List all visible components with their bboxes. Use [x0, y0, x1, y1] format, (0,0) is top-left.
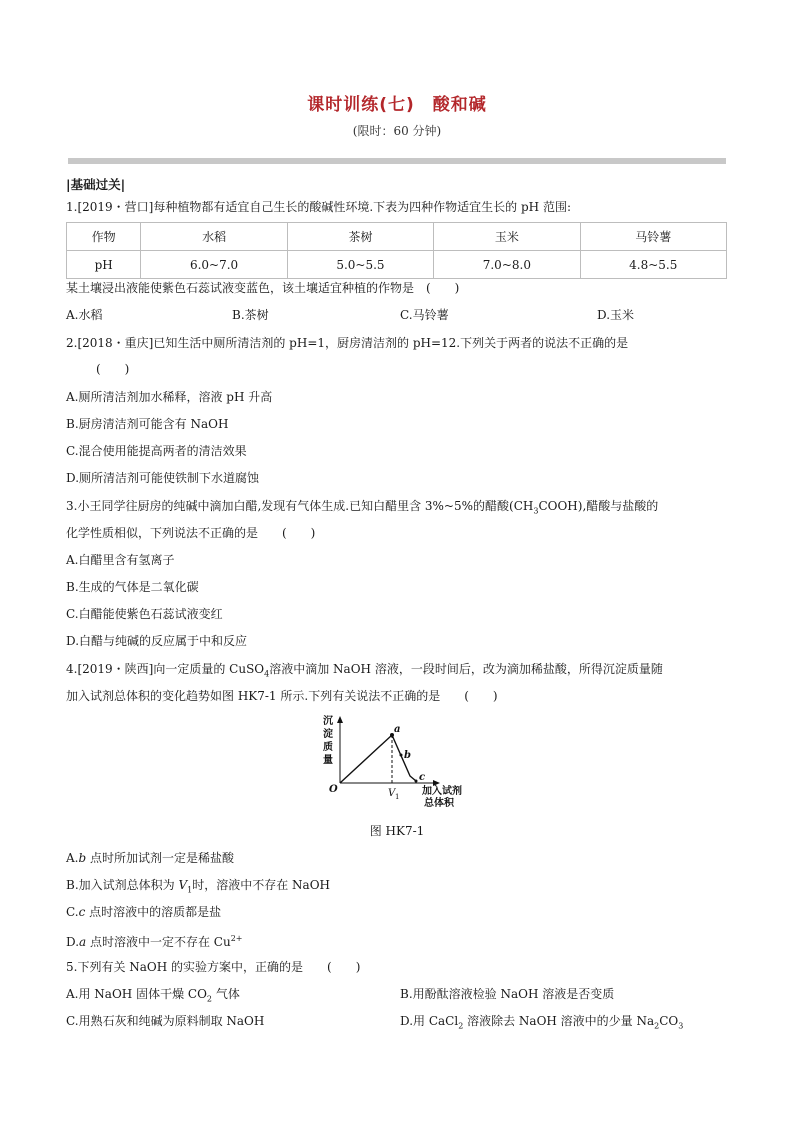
origin-label: O — [329, 784, 338, 795]
page-title: 课时训练(七) 酸和碱 — [307, 95, 487, 115]
q4-a-post: 点时所加试剂一定是稀盐酸 — [86, 851, 234, 865]
q1-option-d: D.玉米 — [597, 308, 635, 322]
x-label-1: 加入试剂 — [422, 786, 462, 797]
q4-a-it: b — [78, 851, 87, 865]
q5-d-pre: D.用 CaCl — [400, 1014, 459, 1028]
q5-d-sub1: 2 — [458, 1021, 464, 1031]
q4-d-pre: D. — [66, 935, 80, 949]
q3-stem — [66, 498, 658, 519]
q2-option-c: C.混合使用能提高两者的清洁效果 — [66, 444, 247, 458]
point-b-marker — [400, 754, 403, 757]
q2-stem: 2.[2018・重庆]已知生活中厕所清洁剂的 pH=1，厨房清洁剂的 pH=12.下列关于两者的说法不正确的是 — [66, 336, 629, 350]
q3-option-a: A.白醋里含有氢离子 — [66, 553, 175, 567]
y-label-4: 量 — [323, 755, 333, 766]
q2-option-b: B.厨房清洁剂可能含有 NaOH — [66, 417, 229, 431]
table-header-cell: 玉米 — [434, 223, 580, 251]
q5-d-mid: 溶液除去 NaOH 溶液中的少量 Na — [463, 1014, 655, 1028]
q4-stem-b: 溶液中滴加 NaOH 溶液，一段时间后，改为滴加稀盐酸，所得沉淀质量随 — [269, 662, 663, 676]
q4-stem-a: 4.[2019・陕西]向一定质量的 CuSO — [66, 662, 265, 676]
q3-option-d: D.白醋与纯碱的反应属于中和反应 — [66, 634, 248, 648]
q4-option-a — [66, 850, 234, 866]
table-cell: 6.0~7.0 — [141, 251, 287, 279]
q1-after: 某土壤浸出液能使紫色石蕊试液变蓝色，该土壤适宜种植的作物是 ( ) — [66, 281, 460, 295]
q4-stem-line2: 加入试剂总体积的变化趋势如图 HK7-1 所示.下列有关说法不正确的是 ( ) — [66, 689, 498, 703]
figure-caption: 图 HK7-1 — [369, 824, 425, 838]
v1-sub-label: 1 — [395, 793, 400, 801]
q4-d-it: a — [79, 935, 87, 949]
table-header-cell: 马铃薯 — [580, 223, 726, 251]
q5-stem: 5.下列有关 NaOH 的实验方案中，正确的是 ( ) — [66, 960, 361, 974]
q4-stem — [66, 661, 663, 682]
q4-stem-sub: 4 — [264, 669, 270, 679]
q2-option-a: A.厕所清洁剂加水稀释，溶液 pH 升高 — [66, 390, 273, 404]
q4-d-post: 点时溶液中一定不存在 Cu — [86, 935, 231, 949]
table-row — [67, 251, 727, 279]
y-label-2: 淀 — [323, 729, 333, 740]
q5-a-pre: A.用 NaOH 固体干燥 CO — [66, 987, 207, 1001]
q4-a-pre: A. — [66, 851, 79, 865]
table-cell: 7.0~8.0 — [434, 251, 580, 279]
q2-option-d: D.厕所清洁剂可能使铁制下水道腐蚀 — [66, 471, 260, 485]
q5-option-c: C.用熟石灰和纯碱为原料制取 NaOH — [66, 1014, 265, 1028]
q4-option-d — [66, 931, 243, 950]
q4-c-post: 点时溶液中的溶质都是盐 — [85, 905, 222, 919]
table-cell: 4.8~5.5 — [580, 251, 726, 279]
q3-stem-a: 3.小王同学往厨房的纯碱中滴加白醋,发现有气体生成.已知白醋里含 3%~5%的醋酸(CH — [66, 499, 534, 513]
q5-option-b: B.用酚酞溶液检验 NaOH 溶液是否变质 — [400, 987, 615, 1001]
q5-d-sub2: 2 — [654, 1021, 660, 1031]
q4-d-sup: 2+ — [230, 934, 243, 943]
y-label-1: 沉 — [323, 716, 333, 727]
q5-option-a — [66, 986, 240, 1007]
y-axis-arrow — [337, 716, 343, 723]
time-limit: (限时：60 分钟) — [352, 124, 442, 138]
q5-d-sub3: 3 — [678, 1021, 684, 1031]
q5-a-post: 气体 — [212, 987, 240, 1001]
point-a-label: a — [394, 724, 401, 735]
q4-c-it: c — [78, 905, 86, 919]
table-header-cell: 水稻 — [141, 223, 287, 251]
table-row — [67, 223, 727, 251]
point-c-label: c — [419, 772, 426, 783]
q3-stem-line2: 化学性质相似，下列说法不正确的是 ( ) — [66, 526, 316, 540]
q5-option-d — [400, 1013, 683, 1034]
q1-option-a: A.水稻 — [66, 308, 103, 322]
q4-c-pre: C. — [66, 905, 79, 919]
q1-option-c: C.马铃薯 — [400, 308, 449, 322]
precipitate-chart — [318, 712, 478, 812]
table-cell: 5.0~5.5 — [287, 251, 433, 279]
table-header-cell: 茶树 — [287, 223, 433, 251]
point-c-marker — [415, 780, 418, 783]
table-cell: pH — [67, 251, 141, 279]
point-b-label: b — [404, 750, 411, 761]
q2-paren: ( ) — [96, 362, 130, 376]
q3-option-b: B.生成的气体是二氧化碳 — [66, 580, 199, 594]
ph-table — [66, 222, 727, 279]
q4-b-it: V — [178, 878, 188, 892]
q5-d-mid2: CO — [659, 1014, 679, 1028]
section-label: |基础过关| — [66, 177, 126, 192]
q3-stem-sub: 3 — [533, 506, 539, 516]
divider-bar — [68, 158, 726, 164]
q1-option-b: B.茶树 — [232, 308, 269, 322]
q3-option-c: C.白醋能使紫色石蕊试液变红 — [66, 607, 223, 621]
table-header-cell: 作物 — [67, 223, 141, 251]
q4-b-pre: B.加入试剂总体积为 — [66, 878, 179, 892]
q5-a-sub: 2 — [206, 994, 212, 1004]
q4-option-c — [66, 904, 221, 920]
q3-stem-b: COOH),醋酸与盐酸的 — [538, 499, 659, 513]
y-label-3: 质 — [323, 742, 333, 753]
x-label-2: 总体积 — [424, 798, 454, 809]
v1-label: V — [388, 788, 396, 799]
q1-stem: 1.[2019・营口]每种植物都有适宜自己生长的酸碱性环境.下表为四种作物适宜生长的 pH 范围: — [66, 200, 571, 214]
q4-b-post: 时，溶液中不存在 NaOH — [192, 878, 330, 892]
q4-b-sub: 1 — [187, 885, 193, 895]
q4-option-b — [66, 877, 330, 898]
